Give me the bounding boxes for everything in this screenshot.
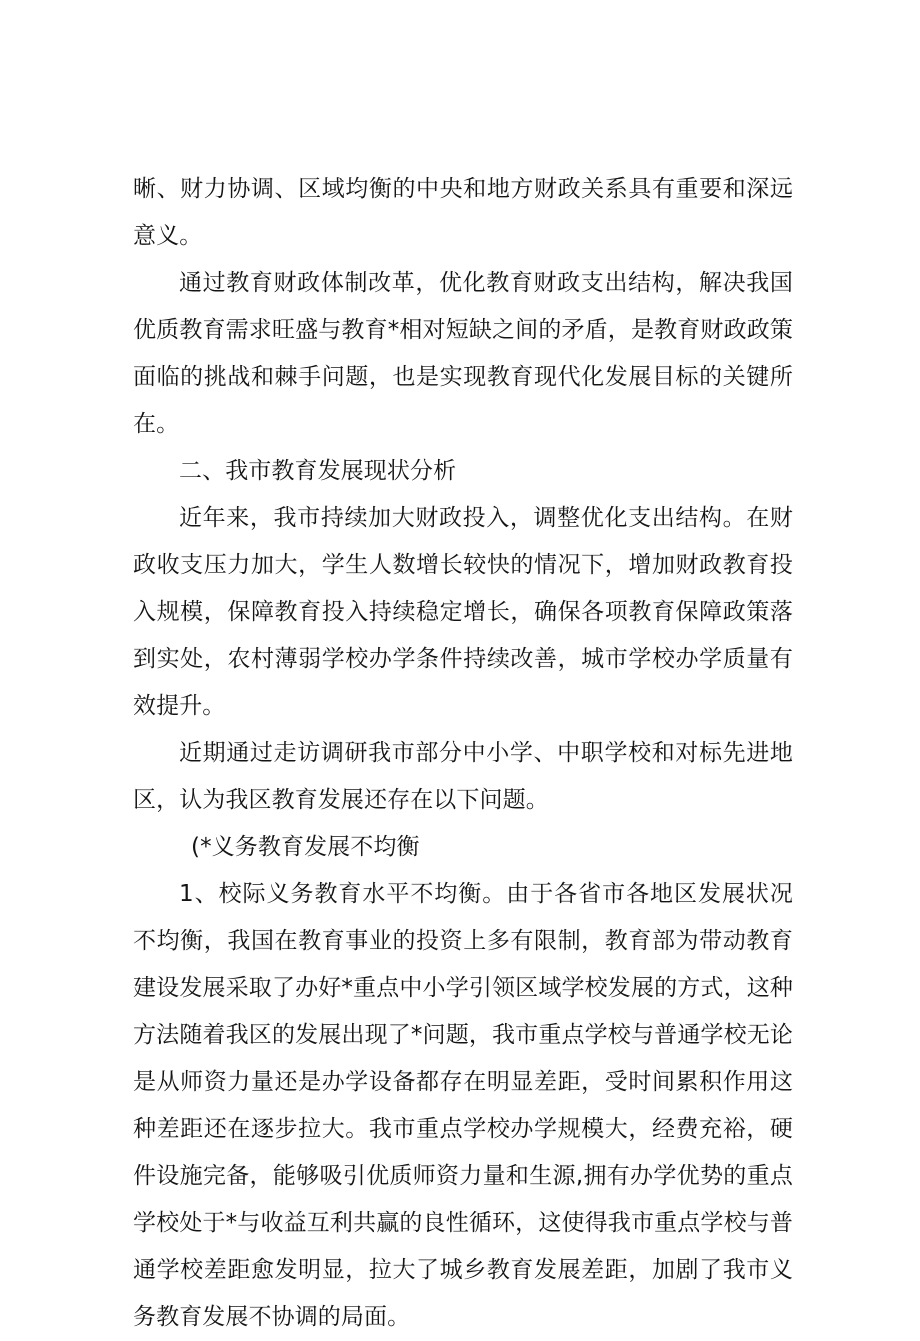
paragraph-status: 近年来，我市持续加大财政投入，调整优化支出结构。在财政收支压力加大，学生人数增长较快的情况下，增加财政教育投入规模，保障教育投入持续稳定增长，确保各项教育保障政策落到实处，农村薄弱学校办学条件持续改善，城市学校办学质量有效提升。	[133, 505, 793, 719]
paragraph-continuation: 晰、财力协调、区域均衡的中央和地方财政关系具有重要和深远意义。	[133, 176, 793, 249]
document-body	[133, 166, 793, 1341]
subsection-heading: (*义务教育发展不均衡	[191, 834, 420, 860]
paragraph-item-1: 1、校际义务教育水平不均衡。由于各省市各地区发展状况不均衡，我国在教育事业的投资上多有限制，教育部为带动教育建设发展采取了办好*重点中小学引领区域学校发展的方式，这种方法随着我区的发展出现了*问题，我市重点学校与普通学校无论是从师资力量还是办学设备都存在明显差距，受时间累积作用这种差距还在逐步拉大。我市重点学校办学规模大，经费充裕，硬件设施完备，能够吸引优质师资力量和生源,拥有办学优势的重点学校处于*与收益互利共赢的良性循环，这使得我市重点学校与普通学校差距愈发明显，拉大了城乡教育发展差距，加剧了我市义务教育发展不协调的局面。	[133, 881, 793, 1330]
section-heading: 二、我市教育发展现状分析	[179, 458, 457, 484]
paragraph-reform: 通过教育财政体制改革，优化教育财政支出结构，解决我国优质教育需求旺盛与教育*相对短缺之间的矛盾，是教育财政政策面临的挑战和棘手问题，也是实现教育现代化发展目标的关键所在。	[133, 270, 793, 437]
paragraph-survey: 近期通过走访调研我市部分中小学、中职学校和对标先进地区，认为我区教育发展还存在以下问题。	[133, 740, 793, 813]
